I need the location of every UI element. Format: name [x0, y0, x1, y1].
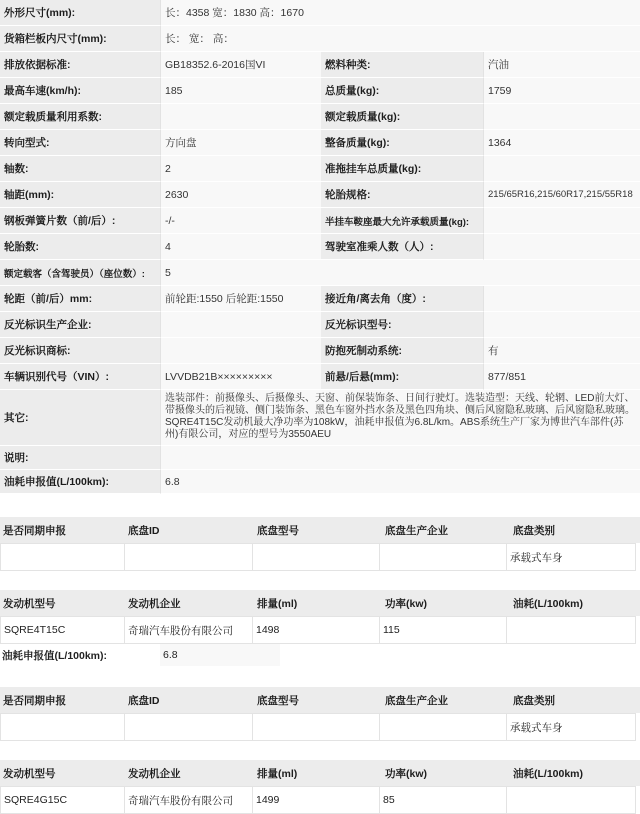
header-cell: 发动机型号 — [3, 597, 56, 610]
spec-value: 有 — [483, 338, 640, 364]
spec-value: 4 — [160, 234, 321, 260]
fuel-declared-label: 油耗申报值(L/100km): — [0, 644, 160, 666]
spec-label: 整备质量(kg): — [321, 130, 483, 156]
spec-label: 半挂车鞍座最大允许承载质量(kg): — [321, 208, 483, 234]
spec-label: 外形尺寸(mm): — [0, 0, 160, 26]
table-cell — [252, 713, 380, 741]
table-cell: 承载式车身 — [506, 543, 636, 571]
spec-label: 轮距（前/后）mm: — [0, 286, 160, 312]
header-cell: 发动机企业 — [128, 767, 181, 780]
spec-value: 1759 — [483, 78, 640, 104]
spec-label: 额定载质量利用系数: — [0, 104, 160, 130]
header-cell: 底盘类别 — [513, 694, 555, 707]
engine-header — [0, 590, 640, 616]
table-cell: 1498 — [252, 616, 380, 644]
spec-value: GB18352.6-2016国VI — [160, 52, 321, 78]
spec-value — [160, 338, 321, 364]
spec-label: 说明: — [0, 446, 160, 470]
chassis-header — [0, 687, 640, 713]
spec-row — [0, 470, 640, 494]
header-cell: 发动机型号 — [3, 767, 56, 780]
spec-label: 驾驶室准乘人数（人）: — [321, 234, 483, 260]
spec-row — [0, 208, 640, 234]
table-cell: SQRE4G15C — [0, 786, 125, 814]
spec-label: 燃料种类: — [321, 52, 483, 78]
header-cell: 排量(ml) — [257, 597, 298, 610]
fuel-declared-value: 6.8 — [160, 644, 280, 666]
header-cell: 底盘型号 — [257, 694, 299, 707]
spec-value — [160, 104, 321, 130]
spec-value — [483, 286, 640, 312]
header-cell: 油耗(L/100km) — [513, 597, 584, 610]
table-cell — [506, 786, 636, 814]
engine-table — [0, 590, 640, 644]
spec-value: 1364 — [483, 130, 640, 156]
table-cell — [506, 616, 636, 644]
spec-row — [0, 26, 640, 52]
header-cell: 功率(kw) — [385, 597, 427, 610]
spec-value — [483, 104, 640, 130]
spec-label: 防抱死制动系统: — [321, 338, 483, 364]
spec-row — [0, 312, 640, 338]
header-cell: 底盘ID — [128, 524, 160, 537]
spec-row — [0, 338, 640, 364]
spec-value: 2 — [160, 156, 321, 182]
spec-value — [160, 312, 321, 338]
spec-value: LVVDB21B××××××××× — [160, 364, 321, 390]
spec-label: 车辆识别代号（VIN）: — [0, 364, 160, 390]
spec-label: 反光标识商标: — [0, 338, 160, 364]
chassis-header — [0, 517, 640, 543]
table-cell: 奇瑞汽车股份有限公司 — [124, 616, 253, 644]
spec-label: 货箱栏板内尺寸(mm): — [0, 26, 160, 52]
spec-row — [0, 78, 640, 104]
table-cell — [252, 543, 380, 571]
engine-header — [0, 760, 640, 786]
table-cell — [0, 713, 125, 741]
spec-label: 轴距(mm): — [0, 182, 160, 208]
table-cell — [124, 713, 253, 741]
spec-row — [0, 364, 640, 390]
header-cell: 底盘型号 — [257, 524, 299, 537]
table-cell: 承载式车身 — [506, 713, 636, 741]
header-cell: 底盘生产企业 — [385, 524, 448, 537]
spec-value: 2630 — [160, 182, 321, 208]
spec-value: 185 — [160, 78, 321, 104]
chassis-row — [0, 713, 640, 741]
spec-label: 反光标识生产企业: — [0, 312, 160, 338]
spec-label: 前悬/后悬(mm): — [321, 364, 483, 390]
spec-value: 877/851 — [483, 364, 640, 390]
spec-value: 方向盘 — [160, 130, 321, 156]
spec-label: 轮胎规格: — [321, 182, 483, 208]
spec-label: 排放依据标准: — [0, 52, 160, 78]
spec-row — [0, 182, 640, 208]
spec-row — [0, 52, 640, 78]
spec-value — [483, 208, 640, 234]
table-cell: SQRE4T15C — [0, 616, 125, 644]
engine-row — [0, 616, 640, 644]
spec-row — [0, 446, 640, 470]
table-cell: 1499 — [252, 786, 380, 814]
chassis-table — [0, 687, 640, 741]
spec-row — [0, 234, 640, 260]
table-cell: 115 — [379, 616, 507, 644]
spec-label: 额定载质量(kg): — [321, 104, 483, 130]
chassis-table — [0, 517, 640, 571]
spec-value — [483, 312, 640, 338]
header-cell: 发动机企业 — [128, 597, 181, 610]
spec-row — [0, 0, 640, 26]
table-cell — [379, 543, 507, 571]
spec-value — [483, 156, 640, 182]
spec-row — [0, 156, 640, 182]
header-cell: 油耗(L/100km) — [513, 767, 584, 780]
spec-label: 最高车速(km/h): — [0, 78, 160, 104]
spec-value: 汽油 — [483, 52, 640, 78]
spec-label: 轴数: — [0, 156, 160, 182]
spec-row — [0, 260, 640, 286]
header-cell: 底盘类别 — [513, 524, 555, 537]
spec-row — [0, 390, 640, 446]
spec-value: 215/65R16,215/60R17,215/55R18 — [483, 182, 640, 208]
engine-row — [0, 786, 640, 814]
spec-value: 长：4358 宽：1830 高：1670 — [160, 0, 640, 26]
table-cell — [379, 713, 507, 741]
spec-label: 准拖挂车总质量(kg): — [321, 156, 483, 182]
header-cell: 底盘ID — [128, 694, 160, 707]
spec-value: 6.8 — [160, 470, 640, 494]
spec-value: 5 — [160, 260, 640, 286]
fuel-declared-row — [0, 644, 640, 666]
spec-label: 其它: — [0, 390, 160, 446]
other-notes: 选装部件：前摄像头、后摄像头、天窗、前保装饰条、日间行驶灯。选装造型：天线、轮辋、LED前大灯、带摄像头的后视镜、侧门装饰条、黑色车窗外挡水条及黑色四角块、侧后风窗隐私玻璃、后风窗隐私玻璃。SQRE4T15C发动机最大净功率为108kW，油耗申报值为6.8L/km。ABS系统生产厂家为博世汽车部件(苏州)有限公司，对应的型号为3550AEU — [160, 390, 640, 446]
table-cell — [124, 543, 253, 571]
spec-label: 接近角/离去角（度）: — [321, 286, 483, 312]
spec-value: 前轮距:1550 后轮距:1550 — [160, 286, 321, 312]
spec-label: 反光标识型号: — [321, 312, 483, 338]
table-cell: 85 — [379, 786, 507, 814]
spec-value: 长： 宽： 高： — [160, 26, 640, 52]
spec-value — [483, 234, 640, 260]
chassis-row — [0, 543, 640, 571]
spec-row — [0, 286, 640, 312]
spec-label: 总质量(kg): — [321, 78, 483, 104]
spec-label: 转向型式: — [0, 130, 160, 156]
spec-row — [0, 130, 640, 156]
engine-table — [0, 760, 640, 814]
header-cell: 是否同期申报 — [3, 524, 66, 537]
spec-label: 油耗申报值(L/100km): — [0, 470, 160, 494]
spec-row — [0, 104, 640, 130]
table-cell: 奇瑞汽车股份有限公司 — [124, 786, 253, 814]
spec-label: 额定载客（含驾驶员）（座位数）: — [0, 260, 160, 286]
header-cell: 底盘生产企业 — [385, 694, 448, 707]
header-cell: 功率(kw) — [385, 767, 427, 780]
header-cell: 是否同期申报 — [3, 694, 66, 707]
spec-value — [160, 446, 640, 470]
spec-label: 轮胎数: — [0, 234, 160, 260]
spec-label: 钢板弹簧片数（前/后）: — [0, 208, 160, 234]
header-cell: 排量(ml) — [257, 767, 298, 780]
table-cell — [0, 543, 125, 571]
spec-value: -/- — [160, 208, 321, 234]
